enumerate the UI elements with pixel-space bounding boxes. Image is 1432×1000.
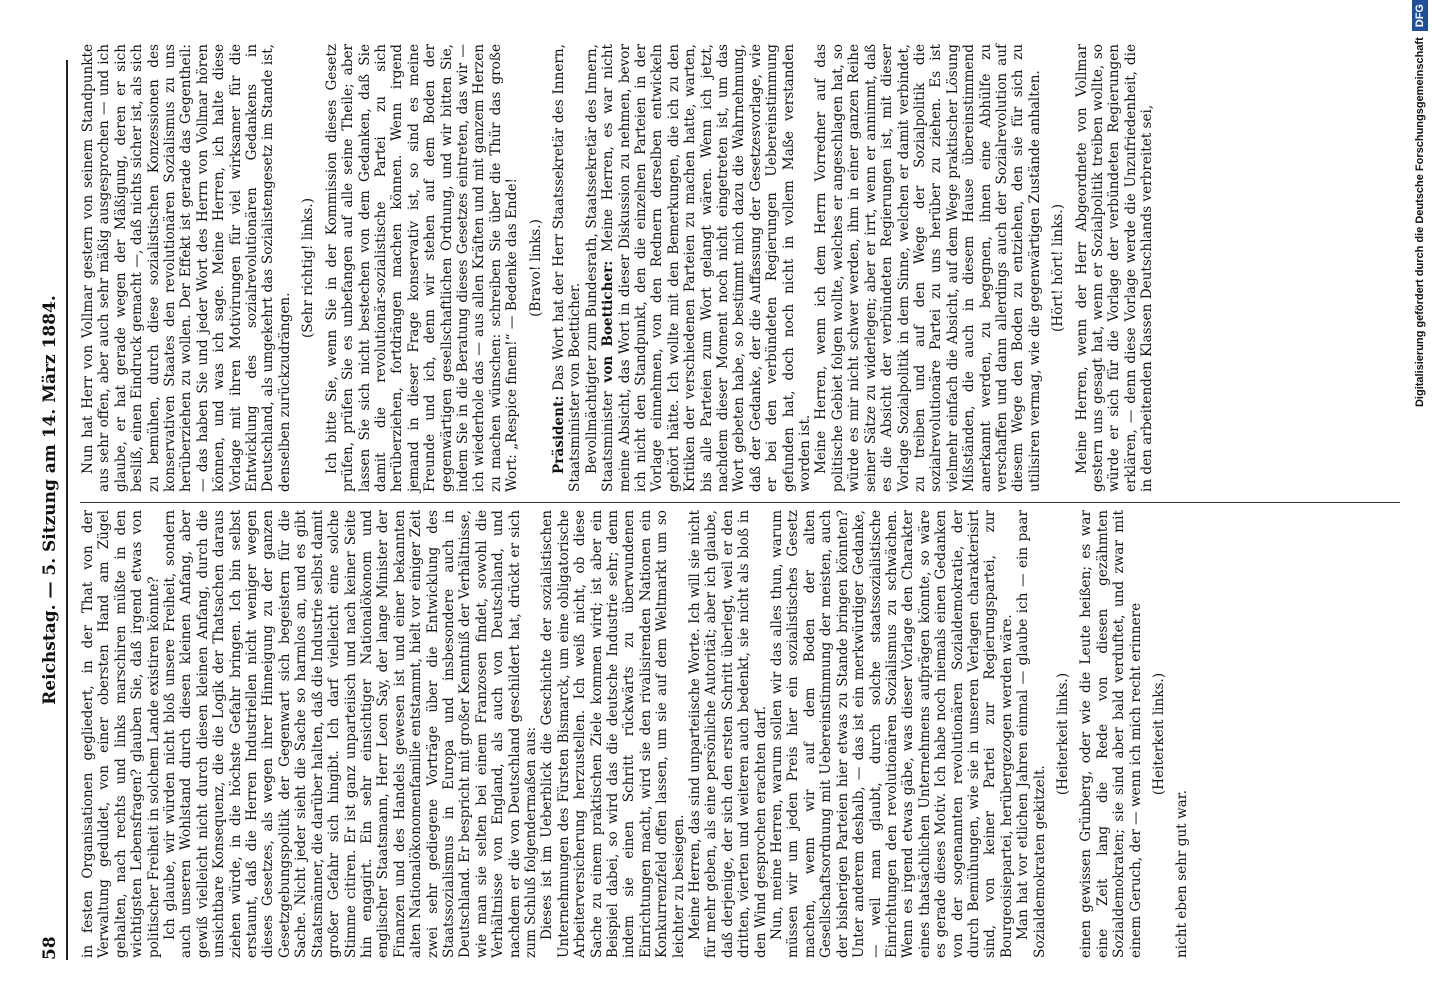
paragraph: Nun hat Herr von Vollmar gestern von seinem Standpunkte aus sehr offen, aber auch sehr mäßig ausgesprochen — und ich glaube, er hat gerade wegen der Mäßigung, deren er sich besliß, einen Eindruck gemacht —, daß nichts sicher ist, als sich zu bemühen, durch diese sozialistischen Konzessionen des konservativen Staates den revolutionären Sozialismus zu uns herüberziehen zu wollen. Der Effekt ist gerade das Gegentheil: — das haben Sie und jeder Wort des Herrn von Vollmar hören können, und was ich sage. Meine Herren, ich halte diese Vorlage mit ihren Motivirungen für viel wirksamer für die Entwicklung des sozialrevolutionären Gedankens in Deutschland, als umgekehrt das Sozialistengesetz im Stande ist, denselben zurückzudrängen.	[80, 44, 293, 492]
interjection: (Bravo! links.)	[527, 219, 544, 317]
speaker-label: Präsident:	[550, 395, 567, 474]
dfg-logo: DFG	[1412, 0, 1428, 31]
running-head: Reichstag. — 5. Sitzung am 14. März 1884.	[40, 295, 60, 705]
page-header	[40, 40, 64, 960]
paragraph: Ich glaube, wir würden nicht bloß unsere Freiheit, sondern auch unseren Wohlstand durch diesen kleinen Anfang, aber gewiß vielleicht nicht durch diesen kleinen Anfang, durch die unsichtbare Konsequenz, die die Logik der Thatsachen daraus ziehen würde, in die höchste Gefahr bringen. Ich bin selbst erstaunt, daß die Herren Industriellen nicht weniger wegen dieses Gesetzes, als wegen ihrer Hinneigung zu der ganzen Gesetzgebungspolitik der Gegenwart sich begeistern für die Sache. Nicht jeder sieht die Sache so harmlos an, und es gibt Staatsmänner, die darüber halten, daß die Industrie selbst damit großer Gefahr sich hingibt. Ich darf vielleicht eine solche Stimme citiren. Er ist ganz unparteiisch und nach keiner Seite hin engagirt. Ein sehr einsichtiger Nationalökonom und englischer Staatsmann, Herr Leon Say, der lange Minister der Finanzen und des Handels gewesen ist und einer bekannten alten Nationalökonomenfamilie entstammt, hielt vor einiger Zeit zwei sehr gediegene Vorträge über die Entwicklung des Staatssozialismus in Europa und insbesondere auch in Deutschland. Er bespricht mit großer Kenntniß der Verhältnisse, wie man sie selten bei einem Franzosen findet, sowohl die Verhältnisse von England, als auch von Deutschland, und nachdem er die von Deutschland geschildert hat, drückt er sich zum Schluß folgendermaßen aus:	[162, 510, 539, 958]
president-statement	[551, 44, 584, 492]
left-column	[80, 510, 1191, 958]
interjection: (Heiterkeit links.)	[1054, 672, 1071, 796]
paragraph: Meine Herren, wenn der Herr Abgeordnete von Vollmar gestern uns gesagt hat, wenn er Sozialpolitik treiben wollte, so würde er sich für die Vorlage der verbündeten Regierungen erklären, — denn diese Vorlage werde die Unzufriedenheit, die in den arbeitenden Klassen Deutschlands verbreitet sei,	[1073, 44, 1156, 492]
paragraph: Ich bitte Sie, wenn Sie in der Kommission dieses Gesetz prüfen, prüfen Sie es unbefangen auf alle seine Theile; aber lassen Sie sich nicht bestechen von dem Gedanken, daß Sie damit die revolutionär-sozialistische Partei zu sich herüberziehen, fortdrängen machen können. Wenn irgend jemand in dieser Frage konservativ ist, so sind es meine Freunde und ich, denn wir stehen auf dem Boden der gegenwärtigen gesellschaftlichen Ordnung, und wir bitten Sie, indem Sie in die Beratung dieses Gesetzes eintreten, das wir — ich wiederhole das — aus allen Kräften und mit ganzem Herzen zu machen wünschen: schreiben Sie über die Thür das große Wort: „Respice finem!“ — Bedenke das Ende!	[323, 44, 521, 492]
interjection: (Sehr richtig! links.)	[300, 197, 317, 339]
page-number: 58	[40, 936, 60, 960]
speaker-intro	[584, 44, 814, 492]
digitization-note	[1408, 0, 1432, 1000]
paragraph: Man hat vor etlichen Jahren einmal — glaube ich — ein paar Sozialdemokraten gekitzelt.	[1015, 510, 1048, 958]
header-rule	[66, 60, 68, 960]
paragraph: in festen Organisationen gegliedert, in der That von der Verwaltung geduldet, von einer obersten Hand am Zügel gehalten, nach rechts und links marschiren müßte in den wichtigsten Lebensfragen? glauben Sie, daß irgend etwas von politischer Freiheit in solchem Lande existiren könnte?	[80, 510, 162, 958]
paragraph: Meine Herren, das sind unparteiische Worte. Ich will sie nicht für mehr geben, als eine persönliche Autorität; aber ich glaube, daß derjenige, der sich den ersten Schritt überlegt, weil er den dritten, vierten und weiteren auch bedenkt, sie nicht als bloß in den Wind gesprochen erachten darf.	[687, 510, 769, 958]
speaker-name: von Boetticher:	[600, 260, 617, 383]
statement-text: Das Wort hat der Herr Staatssekretär des Innern, Staatsminister von Boetticher.	[550, 44, 584, 492]
speaker-title: Bevollmächtigter zum Bundesrath, Staatssekretär des Innern, Staatsminister	[583, 44, 617, 492]
quotation: Dieses ist im Ueberblick die Geschichte der sozialistischen Unternehmungen des Fürsten Bismarck, um eine obligatorische Arbeiterversicherung herzustellen. Ich weiß nicht, ob diese Sache zu einem praktischen Ziele kommen wird; ist aber ein Beispiel dabei, so wird das die deutsche Industrie sehr; denn indem sie einen Schritt rückwärts zu überwundenen Einrichtungen macht, wird sie den rivalisirenden Nationen ein Konkurrenzfeld offen lassen, um sie auf dem Weltmarkt um so leichter zu besiegen.	[539, 510, 687, 958]
interjection: (Hört! hört! links.)	[1050, 203, 1067, 333]
right-column	[80, 44, 1156, 492]
paragraph: einen gewissen Grünberg, oder wie die Leute heißen; es war eine Zeit lang die Rede von diesen gezähmten Sozialdemokraten; sie sind aber bald verduftet, und zwar mit einem Geruch, der — wenn ich mich recht erinnere	[1078, 510, 1144, 958]
column-separator	[80, 502, 1400, 503]
interjection: (Heiterkeit links.)	[1151, 672, 1167, 796]
paragraph: Meine Herren, es war nicht meine Absicht, das Wort in dieser Diskussion zu nehmen, bevor ich nicht den Standpunkt, den die einzelnen Parteien in der Vorlage einnehmen, von den Rednern derselben entwickeln gehört hätte. Ich wollte mit den Bemerkungen, die ich zu den Kritiken der verschiedenen Parteien zu machen hatte, warten, bis alle Parteien zum Wort gelangt wären. Wenn ich jetzt, nachdem dieser Moment noch nicht eingetreten ist, um das Wort gebeten habe, so bestimmt mich dazu die Wahrnehmung, daß der Gedanke, der die Auffassung der Gesetzesvorlage, wie er bei den verbündeten Regierungen Uebereinstimmung gefunden hat, doch noch nicht in vollem Maße verstanden worden ist.	[600, 43, 814, 492]
funding-note: Digitalisierung gefördert durch die Deutsche Forschungsgemeinschaft	[1414, 37, 1426, 408]
paragraph: Nun, meine Herren, warum sollen wir das alles thun, warum müssen wir um jeden Preis hier ein sozialistisches Gesetz machen, wenn wir auf dem Boden der alten Gesellschaftsordnung mit Uebereinstimmung der meisten, auch der bisherigen Parteien hier etwas zu Stande bringen könnten? Unter anderem deshalb, — das ist ein merkwürdiger Gedanke, — weil man glaubt, durch solche staatssozialistische Einrichtungen den revolutionären Sozialismus zu schwächen. Wenn es irgend etwas gäbe, was dieser Vorlage den Charakter eines thatsächlichen Unternehmens aufprägen könnte, so wäre es gerade dieses Motiv. Ich habe noch niemals einen Gedanken von der sogenannten revolutionären Sozialdemokratie, der durch Bemühungen, wie sie in unseren Verlagen charakterisirt sind, von keiner Partei zur Regierungspartei, zur Bourgeoisiepartei, herübergezogen werden wäre.	[769, 510, 1015, 958]
paragraph: nicht eben sehr gut war.	[1174, 789, 1191, 958]
paragraph: Meine Herren, wenn ich dem Herrn Vorredner auf das politische Gebiet folgen wollte, welches er angeschlagen hat, so würde es mir nicht schwer werden, ihm in einer ganzen Reihe seiner Sätze zu widerlegen; aber er irrt, wenn er annimmt, daß es die Absicht der verbündeten Regierungen ist, mit dieser Vorlage Sozialpolitik in dem Sinne, welchen er damit verbindet, zu treiben und auf den Wege der Sozialpolitik die sozialrevolutionäre Partei zu uns herüber zu ziehen. Es ist vielmehr einfach die Absicht, auf dem Wege praktischer Lösung Mißständen, die auch in diesem Hause übereinstimmend anerkannt werden, zu begegnen, ihnen eine Abhülfe zu verschaffen und dann allerdings auch der Sozialrevolution auf diesem Wege den Boden zu entziehen, den sie für sich zu utilisiren vermag, wie die gegenwärtigen Zustände anhalten.	[813, 44, 1043, 492]
